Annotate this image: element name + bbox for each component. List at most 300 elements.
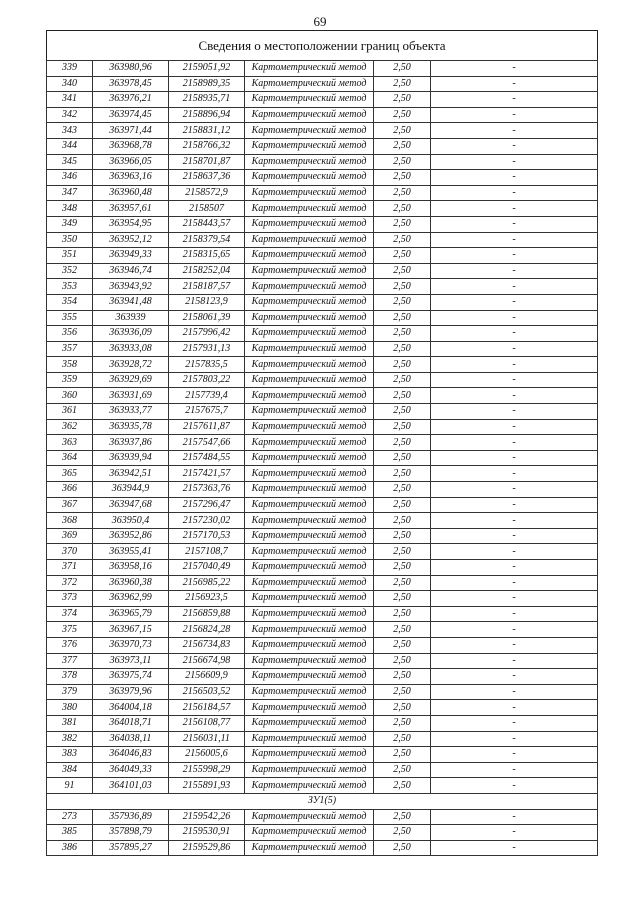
point-number: 381 <box>47 715 93 731</box>
coord-x: 364046,83 <box>93 747 169 763</box>
accuracy-cell: 2,50 <box>374 513 431 529</box>
coord-x: 363954,95 <box>93 216 169 232</box>
method-cell: Картометрический метод <box>245 279 374 295</box>
coord-y: 2156184,57 <box>169 700 245 716</box>
coord-x: 363928,72 <box>93 357 169 373</box>
coord-x: 363941,48 <box>93 294 169 310</box>
coord-x: 364101,03 <box>93 778 169 794</box>
description-cell: - <box>431 497 598 513</box>
accuracy-cell: 2,50 <box>374 107 431 123</box>
description-cell: - <box>431 404 598 420</box>
description-cell: - <box>431 513 598 529</box>
point-number: 380 <box>47 700 93 716</box>
description-cell: - <box>431 591 598 607</box>
point-number: 354 <box>47 294 93 310</box>
coord-x: 363929,69 <box>93 372 169 388</box>
coord-y: 2157835,5 <box>169 357 245 373</box>
point-number: 371 <box>47 560 93 576</box>
table-row <box>47 606 598 622</box>
coord-y: 2156824,28 <box>169 622 245 638</box>
method-cell: Картометрический метод <box>245 653 374 669</box>
coord-x: 363949,33 <box>93 248 169 264</box>
point-number: 384 <box>47 762 93 778</box>
point-number: 372 <box>47 575 93 591</box>
description-cell: - <box>431 778 598 794</box>
point-number: 368 <box>47 513 93 529</box>
point-number: 355 <box>47 310 93 326</box>
coord-x: 363950,4 <box>93 513 169 529</box>
method-cell: Картометрический метод <box>245 840 374 856</box>
coord-y: 2156108,77 <box>169 715 245 731</box>
coord-y: 2157363,76 <box>169 482 245 498</box>
coord-x: 363955,41 <box>93 544 169 560</box>
description-cell: - <box>431 450 598 466</box>
accuracy-cell: 2,50 <box>374 575 431 591</box>
point-number: 370 <box>47 544 93 560</box>
method-cell: Картометрический метод <box>245 185 374 201</box>
accuracy-cell: 2,50 <box>374 778 431 794</box>
accuracy-cell: 2,50 <box>374 653 431 669</box>
accuracy-cell: 2,50 <box>374 591 431 607</box>
table-row <box>47 762 598 778</box>
point-number: 378 <box>47 669 93 685</box>
point-number: 345 <box>47 154 93 170</box>
coord-y: 2157739,4 <box>169 388 245 404</box>
point-number: 360 <box>47 388 93 404</box>
coord-y: 2158061,39 <box>169 310 245 326</box>
method-cell: Картометрический метод <box>245 388 374 404</box>
method-cell: Картометрический метод <box>245 248 374 264</box>
description-cell: - <box>431 388 598 404</box>
point-number: 347 <box>47 185 93 201</box>
coord-x: 364038,11 <box>93 731 169 747</box>
table-row <box>47 107 598 123</box>
coord-x: 363952,86 <box>93 528 169 544</box>
accuracy-cell: 2,50 <box>374 372 431 388</box>
table-row <box>47 669 598 685</box>
coord-y: 2158572,9 <box>169 185 245 201</box>
coord-y: 2157230,02 <box>169 513 245 529</box>
method-cell: Картометрический метод <box>245 201 374 217</box>
point-number: 363 <box>47 435 93 451</box>
method-cell: Картометрический метод <box>245 435 374 451</box>
table-row <box>47 528 598 544</box>
description-cell: - <box>431 341 598 357</box>
coord-x: 363974,45 <box>93 107 169 123</box>
table-row <box>47 170 598 186</box>
description-cell: - <box>431 76 598 92</box>
point-number: 365 <box>47 466 93 482</box>
table-row <box>47 700 598 716</box>
description-cell: - <box>431 669 598 685</box>
coord-x: 363939 <box>93 310 169 326</box>
coord-y: 2158701,87 <box>169 154 245 170</box>
accuracy-cell: 2,50 <box>374 388 431 404</box>
accuracy-cell: 2,50 <box>374 669 431 685</box>
table-row <box>47 513 598 529</box>
point-number: 367 <box>47 497 93 513</box>
accuracy-cell: 2,50 <box>374 450 431 466</box>
coord-x: 363958,16 <box>93 560 169 576</box>
method-cell: Картометрический метод <box>245 138 374 154</box>
section-label: ЗУ1(5) <box>47 793 598 809</box>
description-cell: - <box>431 731 598 747</box>
method-cell: Картометрический метод <box>245 216 374 232</box>
point-number: 352 <box>47 263 93 279</box>
table-row <box>47 778 598 794</box>
coord-x: 357898,79 <box>93 825 169 841</box>
table-row <box>47 435 598 451</box>
coord-y: 2157421,57 <box>169 466 245 482</box>
table-row <box>47 263 598 279</box>
table-row <box>47 466 598 482</box>
coord-x: 363935,78 <box>93 419 169 435</box>
accuracy-cell: 2,50 <box>374 762 431 778</box>
table-row <box>47 123 598 139</box>
description-cell: - <box>431 310 598 326</box>
method-cell: Картометрический метод <box>245 450 374 466</box>
coord-y: 2158989,35 <box>169 76 245 92</box>
coord-x: 363975,74 <box>93 669 169 685</box>
point-number: 357 <box>47 341 93 357</box>
table-row <box>47 591 598 607</box>
accuracy-cell: 2,50 <box>374 294 431 310</box>
description-cell: - <box>431 825 598 841</box>
method-cell: Картометрический метод <box>245 622 374 638</box>
coord-x: 363933,08 <box>93 341 169 357</box>
method-cell: Картометрический метод <box>245 107 374 123</box>
table-row <box>47 825 598 841</box>
accuracy-cell: 2,50 <box>374 747 431 763</box>
accuracy-cell: 2,50 <box>374 435 431 451</box>
description-cell: - <box>431 232 598 248</box>
accuracy-cell: 2,50 <box>374 279 431 295</box>
accuracy-cell: 2,50 <box>374 61 431 77</box>
description-cell: - <box>431 154 598 170</box>
table-row <box>47 653 598 669</box>
table-row <box>47 731 598 747</box>
table-row <box>47 747 598 763</box>
table-row <box>47 232 598 248</box>
description-cell: - <box>431 248 598 264</box>
point-number: 369 <box>47 528 93 544</box>
table-row <box>47 185 598 201</box>
coord-y: 2157170,53 <box>169 528 245 544</box>
point-number: 350 <box>47 232 93 248</box>
coord-y: 2157675,7 <box>169 404 245 420</box>
coord-y: 2157484,55 <box>169 450 245 466</box>
coord-y: 2157040,49 <box>169 560 245 576</box>
coord-y: 2159542,26 <box>169 809 245 825</box>
description-cell: - <box>431 92 598 108</box>
accuracy-cell: 2,50 <box>374 404 431 420</box>
description-cell: - <box>431 809 598 825</box>
point-number: 383 <box>47 747 93 763</box>
method-cell: Картометрический метод <box>245 263 374 279</box>
description-cell: - <box>431 528 598 544</box>
coord-x: 363943,92 <box>93 279 169 295</box>
accuracy-cell: 2,50 <box>374 622 431 638</box>
accuracy-cell: 2,50 <box>374 482 431 498</box>
coord-y: 2157108,7 <box>169 544 245 560</box>
coord-x: 357936,89 <box>93 809 169 825</box>
point-number: 374 <box>47 606 93 622</box>
table-row <box>47 76 598 92</box>
description-cell: - <box>431 747 598 763</box>
accuracy-cell: 2,50 <box>374 216 431 232</box>
section-row <box>47 793 598 809</box>
method-cell: Картометрический метод <box>245 513 374 529</box>
method-cell: Картометрический метод <box>245 357 374 373</box>
coord-y: 2158252,04 <box>169 263 245 279</box>
description-cell: - <box>431 357 598 373</box>
method-cell: Картометрический метод <box>245 669 374 685</box>
description-cell: - <box>431 435 598 451</box>
coord-x: 363968,78 <box>93 138 169 154</box>
point-number: 366 <box>47 482 93 498</box>
coord-x: 363979,96 <box>93 684 169 700</box>
point-number: 359 <box>47 372 93 388</box>
table-row <box>47 294 598 310</box>
coord-y: 2156859,88 <box>169 606 245 622</box>
coord-y: 2158187,57 <box>169 279 245 295</box>
coord-x: 363980,96 <box>93 61 169 77</box>
accuracy-cell: 2,50 <box>374 92 431 108</box>
description-cell: - <box>431 185 598 201</box>
coord-x: 363965,79 <box>93 606 169 622</box>
description-cell: - <box>431 419 598 435</box>
coord-y: 2157611,87 <box>169 419 245 435</box>
accuracy-cell: 2,50 <box>374 419 431 435</box>
table-row <box>47 216 598 232</box>
accuracy-cell: 2,50 <box>374 326 431 342</box>
table-row <box>47 279 598 295</box>
description-cell: - <box>431 560 598 576</box>
point-number: 358 <box>47 357 93 373</box>
table-row <box>47 154 598 170</box>
accuracy-cell: 2,50 <box>374 606 431 622</box>
coord-y: 2158315,65 <box>169 248 245 264</box>
method-cell: Картометрический метод <box>245 92 374 108</box>
coord-y: 2156674,98 <box>169 653 245 669</box>
table-title: Сведения о местоположении границ объекта <box>46 30 598 60</box>
method-cell: Картометрический метод <box>245 326 374 342</box>
table-row <box>47 544 598 560</box>
point-number: 353 <box>47 279 93 295</box>
coord-y: 2156005,6 <box>169 747 245 763</box>
description-cell: - <box>431 762 598 778</box>
method-cell: Картометрический метод <box>245 466 374 482</box>
table-row <box>47 388 598 404</box>
point-number: 341 <box>47 92 93 108</box>
coord-y: 2157931,13 <box>169 341 245 357</box>
method-cell: Картометрический метод <box>245 762 374 778</box>
description-cell: - <box>431 700 598 716</box>
accuracy-cell: 2,50 <box>374 138 431 154</box>
table-row <box>47 622 598 638</box>
accuracy-cell: 2,50 <box>374 263 431 279</box>
coord-x: 363962,99 <box>93 591 169 607</box>
point-number: 385 <box>47 825 93 841</box>
table-row <box>47 61 598 77</box>
description-cell: - <box>431 544 598 560</box>
coord-y: 2158896,94 <box>169 107 245 123</box>
table-row <box>47 92 598 108</box>
accuracy-cell: 2,50 <box>374 560 431 576</box>
table-row <box>47 341 598 357</box>
coord-y: 2156734,83 <box>169 637 245 653</box>
description-cell: - <box>431 123 598 139</box>
table-row <box>47 372 598 388</box>
point-number: 340 <box>47 76 93 92</box>
accuracy-cell: 2,50 <box>374 357 431 373</box>
method-cell: Картометрический метод <box>245 637 374 653</box>
description-cell: - <box>431 684 598 700</box>
accuracy-cell: 2,50 <box>374 123 431 139</box>
coord-x: 364049,33 <box>93 762 169 778</box>
point-number: 91 <box>47 778 93 794</box>
table-row <box>47 357 598 373</box>
method-cell: Картометрический метод <box>245 497 374 513</box>
coord-x: 364004,18 <box>93 700 169 716</box>
coord-y: 2156609,9 <box>169 669 245 685</box>
accuracy-cell: 2,50 <box>374 154 431 170</box>
point-number: 379 <box>47 684 93 700</box>
description-cell: - <box>431 170 598 186</box>
accuracy-cell: 2,50 <box>374 700 431 716</box>
accuracy-cell: 2,50 <box>374 170 431 186</box>
point-number: 376 <box>47 637 93 653</box>
method-cell: Картометрический метод <box>245 591 374 607</box>
coord-x: 363936,09 <box>93 326 169 342</box>
accuracy-cell: 2,50 <box>374 544 431 560</box>
description-cell: - <box>431 326 598 342</box>
boundary-table <box>46 30 598 856</box>
coord-y: 2156923,5 <box>169 591 245 607</box>
table-row <box>47 138 598 154</box>
table-row <box>47 809 598 825</box>
method-cell: Картометрический метод <box>245 170 374 186</box>
description-cell: - <box>431 216 598 232</box>
coord-x: 363970,73 <box>93 637 169 653</box>
table-row <box>47 715 598 731</box>
method-cell: Картометрический метод <box>245 294 374 310</box>
point-number: 356 <box>47 326 93 342</box>
point-number: 344 <box>47 138 93 154</box>
method-cell: Картометрический метод <box>245 778 374 794</box>
coord-y: 2158637,36 <box>169 170 245 186</box>
coord-x: 363947,68 <box>93 497 169 513</box>
point-number: 361 <box>47 404 93 420</box>
description-cell: - <box>431 482 598 498</box>
coord-x: 363960,48 <box>93 185 169 201</box>
accuracy-cell: 2,50 <box>374 731 431 747</box>
coord-x: 363939,94 <box>93 450 169 466</box>
coord-x: 363946,74 <box>93 263 169 279</box>
accuracy-cell: 2,50 <box>374 809 431 825</box>
coord-x: 363944,9 <box>93 482 169 498</box>
method-cell: Картометрический метод <box>245 560 374 576</box>
point-number: 273 <box>47 809 93 825</box>
description-cell: - <box>431 138 598 154</box>
description-cell: - <box>431 606 598 622</box>
page-number: 69 <box>313 14 327 29</box>
coordinates-table <box>46 60 598 856</box>
table-row <box>47 248 598 264</box>
accuracy-cell: 2,50 <box>374 201 431 217</box>
method-cell: Картометрический метод <box>245 825 374 841</box>
coord-x: 363978,45 <box>93 76 169 92</box>
coord-x: 363933,77 <box>93 404 169 420</box>
method-cell: Картометрический метод <box>245 747 374 763</box>
coord-y: 2156503,52 <box>169 684 245 700</box>
point-number: 348 <box>47 201 93 217</box>
point-number: 373 <box>47 591 93 607</box>
coord-x: 357895,27 <box>93 840 169 856</box>
accuracy-cell: 2,50 <box>374 528 431 544</box>
table-row <box>47 326 598 342</box>
coord-y: 2158766,32 <box>169 138 245 154</box>
description-cell: - <box>431 575 598 591</box>
point-number: 364 <box>47 450 93 466</box>
coord-y: 2157547,66 <box>169 435 245 451</box>
description-cell: - <box>431 279 598 295</box>
method-cell: Картометрический метод <box>245 731 374 747</box>
method-cell: Картометрический метод <box>245 419 374 435</box>
method-cell: Картометрический метод <box>245 76 374 92</box>
description-cell: - <box>431 294 598 310</box>
coord-y: 2157803,22 <box>169 372 245 388</box>
accuracy-cell: 2,50 <box>374 185 431 201</box>
coord-x: 363957,61 <box>93 201 169 217</box>
description-cell: - <box>431 263 598 279</box>
coord-y: 2158379,54 <box>169 232 245 248</box>
coord-y: 2158831,12 <box>169 123 245 139</box>
coord-x: 363973,11 <box>93 653 169 669</box>
accuracy-cell: 2,50 <box>374 840 431 856</box>
point-number: 342 <box>47 107 93 123</box>
coord-y: 2159529,86 <box>169 840 245 856</box>
table-row <box>47 310 598 326</box>
point-number: 349 <box>47 216 93 232</box>
table-row <box>47 419 598 435</box>
method-cell: Картометрический метод <box>245 232 374 248</box>
accuracy-cell: 2,50 <box>374 232 431 248</box>
point-number: 377 <box>47 653 93 669</box>
description-cell: - <box>431 466 598 482</box>
coord-y: 2156031,11 <box>169 731 245 747</box>
accuracy-cell: 2,50 <box>374 715 431 731</box>
coord-x: 363960,38 <box>93 575 169 591</box>
description-cell: - <box>431 107 598 123</box>
coord-y: 2155998,29 <box>169 762 245 778</box>
coord-y: 2157996,42 <box>169 326 245 342</box>
description-cell: - <box>431 61 598 77</box>
method-cell: Картометрический метод <box>245 341 374 357</box>
table-row <box>47 497 598 513</box>
point-number: 343 <box>47 123 93 139</box>
accuracy-cell: 2,50 <box>374 76 431 92</box>
table-row <box>47 840 598 856</box>
table-row <box>47 575 598 591</box>
method-cell: Картометрический метод <box>245 715 374 731</box>
table-row <box>47 482 598 498</box>
method-cell: Картометрический метод <box>245 310 374 326</box>
coord-x: 363952,12 <box>93 232 169 248</box>
point-number: 351 <box>47 248 93 264</box>
method-cell: Картометрический метод <box>245 544 374 560</box>
accuracy-cell: 2,50 <box>374 825 431 841</box>
